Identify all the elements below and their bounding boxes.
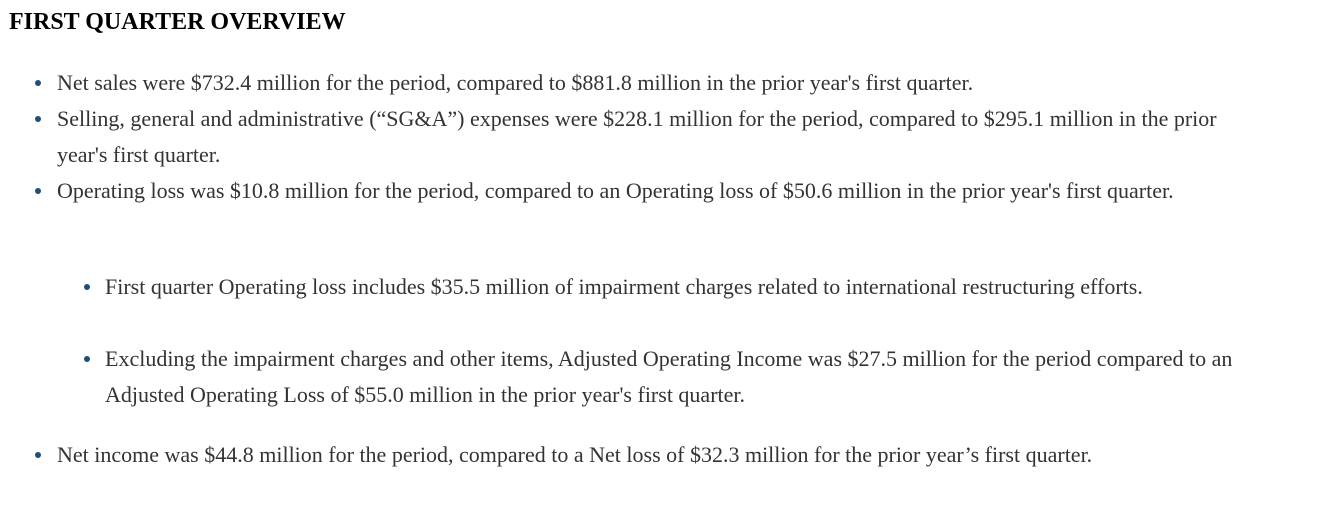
section-title: FIRST QUARTER OVERVIEW [9,9,346,35]
list-item-text: Operating loss was $10.8 million for the period, compared to an Operating loss of $50.6 million in the prior year's first quarter. [57,178,1174,203]
bullet-marker [84,356,90,362]
bullet-marker [35,452,41,458]
sub-item-text: First quarter Operating loss includes $35.5 million of impairment charges related to international restructuring efforts. [105,274,1143,299]
sub-item-text: Excluding the impairment charges and other items, Adjusted Operating Income was $27.5 million for the period compared to an Adjusted Operating Loss of $55.0 million in the prior year's first quarter. [105,346,1233,407]
list-item-text: Net income was $44.8 million for the period, compared to a Net loss of $32.3 million for the prior year’s first quarter. [57,442,1093,467]
bullet-marker [35,80,41,86]
list-item-text: Net sales were $732.4 million for the period, compared to $881.8 million in the prior year's first quarter. [57,70,974,95]
list-item-text: Selling, general and administrative (“SG&A”) expenses were $228.1 million for the period, compared to $295.1 million in the prior year's first quarter. [57,106,1217,167]
bullet-marker [84,284,90,290]
bullet-marker [35,116,41,122]
bullet-marker [35,188,41,194]
